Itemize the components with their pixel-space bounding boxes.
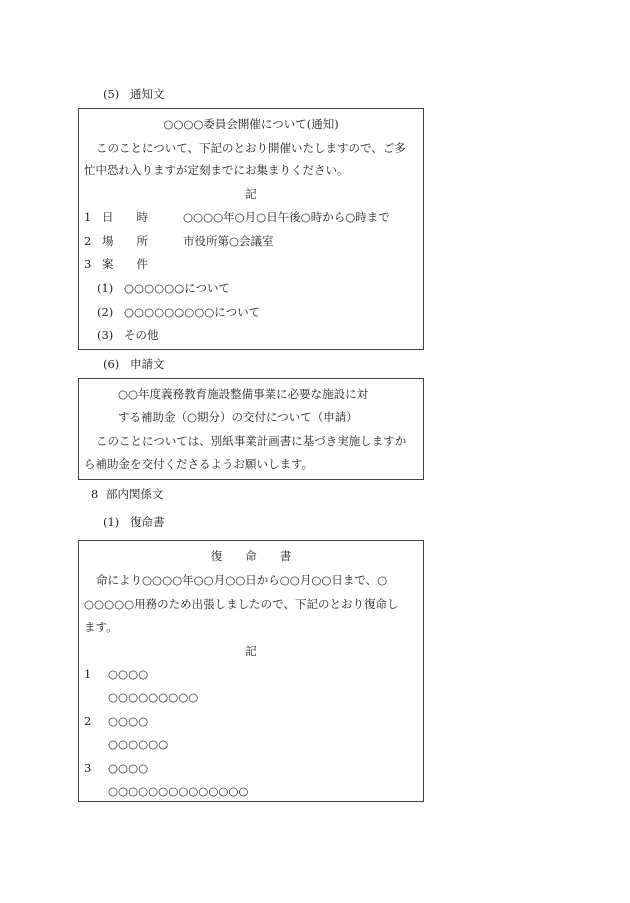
notice-body-line1: このことについて、下記のとおり開催いたしますので、ご多 [96,141,406,155]
section8-number: 8 [91,487,99,501]
notice-subitem-text: ○○○○○○について [124,281,230,295]
section6-heading-number: (6) [103,357,120,371]
report-body-line3: ます。 [84,620,118,634]
application-title-line2: する補助金（○期分）の交付について（申請） [118,410,358,424]
report-ki: 記 [245,644,257,658]
application-title-line1: ○○年度義務教育施設整備事業に必要な施設に対 [118,387,369,401]
report-item-number: 2 [84,714,92,728]
section8-subheading-number: (1) [103,515,120,529]
report-item-label: ○○○○ [108,667,149,681]
notice-subitem-number: (3) [97,328,114,342]
report-body-line2: ○○○○○用務のため出張しましたので、下記のとおり復命し [84,597,399,611]
notice-ki: 記 [245,187,257,201]
notice-item-number: 1 [84,210,92,224]
report-item-number: 1 [84,667,92,681]
application-body-line2: ら補助金を交付くださるようお願いします。 [84,457,314,471]
notice-body-line2: 忙中恐れ入りますが定刻までにお集まりください。 [84,163,349,177]
notice-item-label: 日 時 [102,210,148,224]
report-title: 復 命 書 [210,549,292,563]
report-item-detail: ○○○○○○○○○○○○○○ [108,784,249,798]
report-item-detail: ○○○○○○○○○ [108,690,199,704]
section6-heading: 申請文 [130,357,165,371]
notice-subitem-number: (1) [97,281,114,295]
notice-item-label: 場 所 [102,234,148,248]
notice-subitem-text: その他 [124,328,159,342]
notice-item-number: 3 [84,257,92,271]
report-item-detail: ○○○○○○ [108,737,169,751]
notice-item-label: 案 件 [102,257,148,271]
report-item-label: ○○○○ [108,761,149,775]
section8-subheading: 復命書 [130,515,165,529]
notice-item-number: 2 [84,234,92,248]
notice-subitem-number: (2) [97,305,114,319]
notice-title: ○○○○委員会開催について(通知) [163,117,339,131]
notice-item-value: ○○○○年○月○日午後○時から○時まで [183,210,390,224]
application-body-line1: このことについては、別紙事業計画書に基づき実施しますか [96,434,407,448]
notice-item-value: 市役所第○会議室 [183,234,274,248]
report-item-number: 3 [84,761,92,775]
notice-subitem-text: ○○○○○○○○○について [124,305,261,319]
section5-heading: 通知文 [130,87,165,101]
report-item-label: ○○○○ [108,714,149,728]
section8-heading: 部内関係文 [106,487,164,501]
section5-heading-number: (5) [103,87,120,101]
report-body-line1: 命により○○○○年○○月○○日から○○月○○日まで、○ [96,573,388,587]
